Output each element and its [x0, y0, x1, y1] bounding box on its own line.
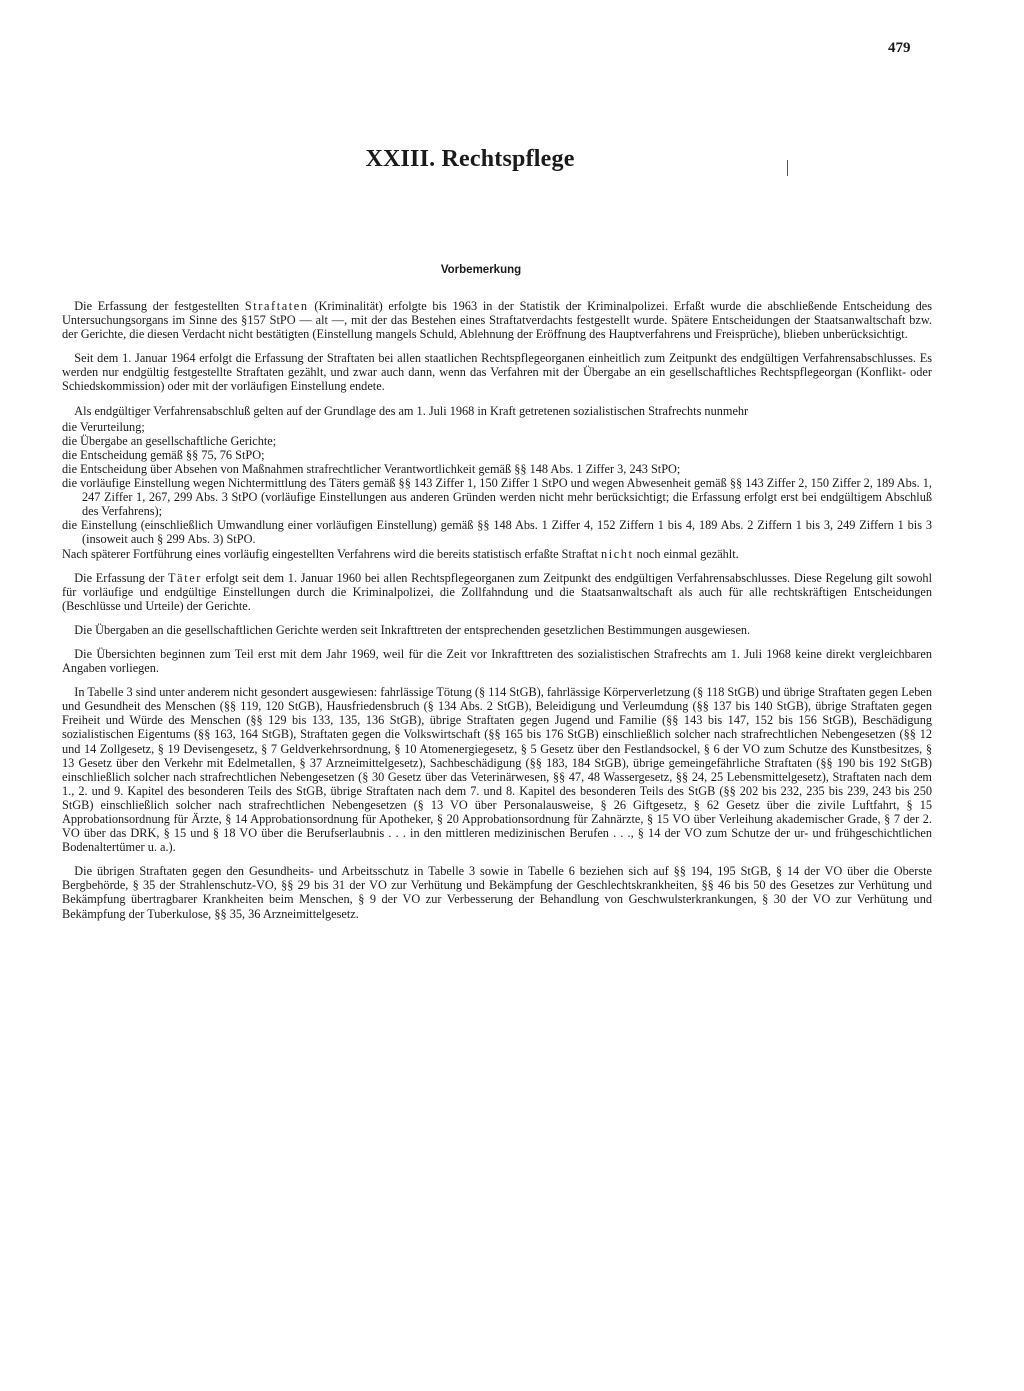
page-number: 479	[888, 40, 911, 56]
paragraph-uebergaben	[62, 623, 932, 637]
list-item: die Einstellung (einschließlich Umwandlung einer vorläufigen Einstellung) gemäß §§ 148 Abs. 1 Ziffer 4, 152 Ziffern 1 bis 4, 189 Abs. 2 Ziffern 1 bis 3, 249 Ziffern 1 bis 3 (insoweit auch § 299 Abs. 3) StPO.	[62, 518, 932, 547]
paragraph-text: Seit dem 1. Januar 1964 erfolgt die Erfassung der Straftaten bei allen staatlichen Rechtspflegeorganen einheitlich zum Zeitpunkt des endgültigen Verfahrensabschlusses. Es werden nur endgültig festgestellte Straftaten gezählt, und zwar auch dann, wenn das Verfahren mit der Übergabe an ein gesellschaftliches Rechtspflegeorgan (Konflikt- oder Schiedskommission) oder mit der vorläufigen Einstellung endete.	[62, 351, 932, 394]
list-item: die Übergabe an gesellschaftliche Gerichte;	[62, 433, 277, 448]
paragraph-verfahrensabschluss	[62, 404, 932, 418]
chapter-title: XXIII. Rechtspflege	[365, 146, 575, 172]
paragraph-text: Als endgültiger Verfahrensabschluß gelten auf der Grundlage des am 1. Juli 1968 in Kraft getretenen sozialistischen Strafrechts nunmehr	[74, 403, 749, 418]
emphasized-term: nicht	[600, 546, 634, 561]
list-item: die Entscheidung gemäß §§ 75, 76 StPO;	[62, 447, 265, 462]
document-body	[62, 299, 932, 931]
paragraph-kriminalitaet	[62, 299, 932, 341]
emphasized-term: Täter	[168, 570, 202, 585]
paragraph-uebersichten	[62, 647, 932, 675]
paragraph-text: (Kriminalität) erfolgte bis 1963 in der Statistik der Kriminalpolizei. Erfaßt wurde die abschließende Entscheidung des Untersuchungsorgans im Sinne des §157 StPO — alt —, mit der das Bestehen eines Straftatverdachts festgestellt wurde. Spätere Entscheidungen der Staatsanwaltschaft bzw. der Gerichte, die diesen Verdacht nicht bestätigten (Einstellung mangels Schuld, Ablehnung der Eröffnung des Hauptverfahrens und Freisprüche), blieben unberücksichtigt.	[62, 299, 932, 342]
list-item: die Entscheidung über Absehen von Maßnahmen strafrechtlicher Verantwortlichkeit gemäß §§ 148 Abs. 1 Ziffer 3, 243 StPO;	[62, 461, 681, 476]
list-item: die Verurteilung;	[62, 419, 145, 434]
paragraph-text: Die übrigen Straftaten gegen den Gesundheits- und Arbeitsschutz in Tabelle 3 sowie in Tabelle 6 beziehen sich auf §§ 194, 195 StGB, § 14 der VO über die Oberste Bergbehörde, § 35 der Strahlenschutz-VO, §§ 29 bis 31 der VO zur Verhütung und Bekämpfung der Geschlechtskrankheiten, §§ 46 bis 50 des Gesetzes zur Verhütung und Bekämpfung übertragbarer Krankheiten beim Menschen, § 9 der VO zur Verbesserung der Behandlung von Geschwulsterkrankungen, § 30 der VO zur Verhütung und Bekämpfung der Tuberkulose, §§ 35, 36 Arzneimittelgesetz.	[62, 864, 932, 921]
paragraph-text: Die Erfassung der	[74, 570, 169, 585]
scan-artifact	[787, 160, 788, 176]
verfahrensabschluss-list	[62, 420, 932, 547]
paragraph-text: Die Übersichten beginnen zum Teil erst mit dem Jahr 1969, weil für die Zeit vor Inkrafttreten des sozialistischen Strafrechts am 1. Juli 1968 keine direkt vergleichbaren Angaben vorliegen.	[62, 646, 932, 676]
paragraph-fortfuehrung	[62, 547, 932, 561]
paragraph-text: In Tabelle 3 sind unter anderem nicht gesondert ausgewiesen: fahrlässige Tötung (§ 114 StGB), fahrlässige Körperverletzung (§ 118 StGB) und übrige Straftaten gegen Leben und Gesundheit des Menschen (§§ 119, 120 StGB), Hausfriedensbruch (§ 134 Abs. 2 StGB), Beleidigung und Verleumdung (§§ 137 bis 140 StGB), übrige Straftaten gegen Freiheit und Würde des Menschen (§§ 129 bis 133, 135, 136 StGB), übrige Straftaten gegen Jugend und Familie (§§ 143 bis 147, 152 bis 156 StGB), Beschädigung sozialistischen Eigentums (§§ 163, 164 StGB), Straftaten gegen die Volkswirtschaft (§§ 165 bis 176 StGB) einschließlich solcher nach strafrechtlichen Nebengesetzen (§§ 12 und 14 Zollgesetz, § 19 Devisengesetz, § 7 Geldverkehrsordnung, § 10 Atomenergiegesetz, § 5 Gesetz über den Festlandsockel, § 6 der VO zum Schutze des Kunstbesitzes, § 13 Gesetz über den Verkehr mit Edelmetallen, § 37 Arzneimittelgesetz), Sachbeschädigung (§§ 183, 184 StGB), übrige gemeingefährliche Straftaten (§§ 190 bis 192 StGB) einschließlich solcher nach strafrechtlichen Nebengesetzen (§ 30 Gesetz über das Veterinärwesen, §§ 47, 48 Wassergesetz, §§ 24, 25 Lebensmittelgesetz), Straftaten nach dem 1., 2. und 9. Kapitel des besonderen Teils des StGB, übrige Straftaten nach dem 7. und 8. Kapitel des besonderen Teils des StGB (§§ 202 bis 232, 235 bis 239, 243 bis 250 StGB) einschließlich solcher nach strafrechtlichen Nebengesetzen (§ 13 VO über Personalausweise, § 26 Giftgesetz, § 62 Gesetz über die zivile Luftfahrt, § 15 Approbationsordnung für Ärzte, § 14 Approbationsordnung für Apotheker, § 20 Approbationsordnung für Zahnärzte, § 15 VO über Verleihung akademischer Grade, § 7 der 2. VO über das DRK, § 15 und § 18 VO über die Berufserlaubnis . . . in den mittleren medizinischen Berufen . . ., § 14 der VO zum Schutze der ur- und frühgeschichtlichen Bodenaltertümer u. a.).	[62, 685, 932, 855]
section-heading: Vorbemerkung	[440, 264, 522, 276]
paragraph-text: Nach späterer Fortführung eines vorläufig eingestellten Verfahrens wird die bereits statistisch erfaßte Straftat	[62, 546, 601, 561]
paragraph-text: erfolgt seit dem 1. Januar 1960 bei allen Rechtspflegeorganen zum Zeitpunkt des endgültigen Verfahrensabschlusses. Diese Regelung gilt sowohl für vorläufige und endgültige Einstellungen durch die Kriminalpolizei, die Zollfahndung und die Staatsanwaltschaft als auch für alle rechtskräftigen Entscheidungen (Beschlüsse und Urteile) der Gerichte.	[62, 570, 932, 613]
paragraph-tabelle-3	[62, 685, 932, 854]
paragraph-gesundheitsschutz	[62, 864, 932, 920]
paragraph-text: Die Erfassung der festgestellten	[74, 299, 245, 313]
paragraph-text: Die Übergaben an die gesellschaftlichen Gerichte werden seit Inkrafttreten der entsprechenden gesetzlichen Bestimmungen ausgewiesen.	[74, 622, 751, 637]
paragraph-text: noch einmal gezählt.	[633, 546, 739, 561]
list-item: die vorläufige Einstellung wegen Nichtermittlung des Täters gemäß §§ 143 Ziffer 1, 150 Ziffer 1 StPO und wegen Abwesenheit gemäß §§ 143 Ziffer 2, 150 Ziffer 2, 189 Abs. 1, 247 Ziffer 1, 267, 299 Abs. 3 StPO (vorläufige Einstellungen aus anderen Gründen werden nicht mehr berücksichtigt; die Erfassung erfolgt erst bei endgültigem Abschluß des Verfahrens);	[62, 476, 932, 519]
emphasized-term: Straftaten	[244, 299, 309, 313]
paragraph-erfassung-1964	[62, 351, 932, 393]
paragraph-taeter	[62, 571, 932, 613]
